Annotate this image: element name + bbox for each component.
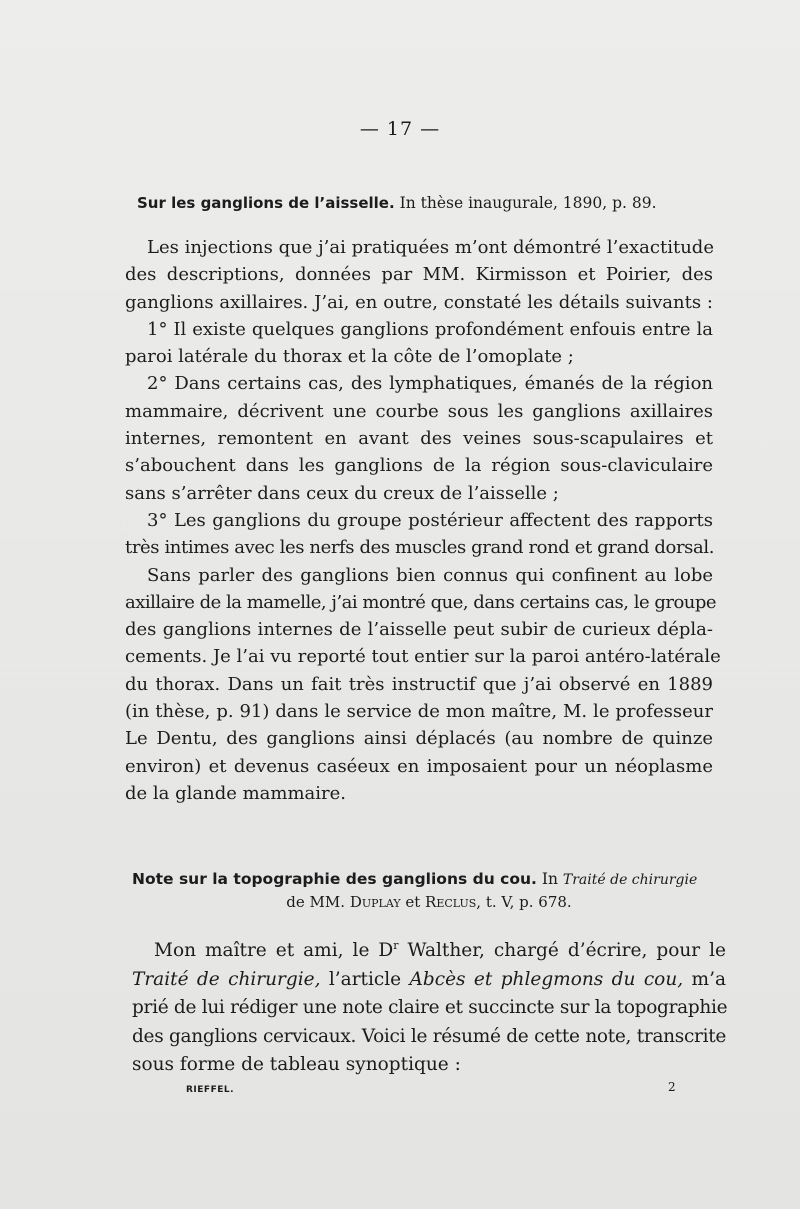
text-line: ganglions axillaires. J’ai, en outre, constaté les détails suivants :: [125, 291, 713, 313]
section-1-title-bold: Sur les ganglions de l’aisselle.: [137, 194, 395, 212]
text-line: de la glande mammaire.: [125, 782, 347, 804]
text-line: très intimes avec les nerfs des muscles grand rond et grand dorsal.: [125, 537, 715, 559]
text-line: des ganglions cervicaux. Voici le résumé de cette note, transcrite: [132, 1025, 726, 1047]
text-segment: l’article: [320, 968, 410, 990]
text-line: du thorax. Dans un fait très instructif que j’ai observé en 1889: [125, 673, 713, 695]
text-line: sous forme de tableau synoptique :: [132, 1054, 461, 1076]
page-number: — 17 —: [359, 118, 441, 140]
section-2-body: [132, 932, 726, 1080]
text-line: des descriptions, données par MM. Kirmisson et Poirier, des: [125, 264, 713, 286]
text-line: [132, 932, 726, 966]
text-line: prié de lui rédiger une note claire et succincte sur la topographie: [132, 997, 728, 1019]
text-line: 1° Il existe quelques ganglions profondément enfouis entre la: [147, 318, 713, 340]
italic-title: Abcès et phlegmons du cou,: [409, 968, 684, 990]
subtitle-prefix: de MM.: [286, 893, 346, 911]
text-line: des ganglions internes de l’aisselle peut subir de curieux dépla-: [125, 619, 713, 641]
text-line: 2° Dans certains cas, des lymphatiques, émanés de la région: [147, 373, 713, 395]
text-line: sans s’arrêter dans ceux du creux de l’aisselle ;: [125, 482, 559, 504]
text-line: Sans parler des ganglions bien connus qui confinent au lobe: [147, 564, 713, 586]
text-line: s’abouchent dans les ganglions de la région sous-claviculaire: [125, 455, 713, 477]
section-2-title: [132, 868, 726, 913]
text-line: (in thèse, p. 91) dans le service de mon maître, M. le professeur: [125, 701, 713, 723]
footer-signature: RIEFFEL.: [186, 1085, 235, 1095]
text-line: 3° Les ganglions du groupe postérieur affectent des rapports: [147, 509, 713, 531]
text-segment: Mon maître et ami, le D: [154, 940, 394, 962]
text-line: axillaire de la mamelle, j’ai montré que, dans certains cas, le groupe: [125, 591, 717, 613]
text-line: cements. Je l’ai vu reporté tout entier sur la paroi antéro-latérale: [125, 646, 721, 668]
section-1-title: [125, 192, 713, 214]
italic-title: Traité de chirurgie,: [132, 968, 321, 990]
section-2-subtitle: [132, 891, 726, 913]
section-1-body: [125, 234, 721, 807]
text-line: paroi latérale du thorax et la côte de l’omoplate ;: [125, 346, 574, 368]
section-2-title-bold: Note sur la topographie des ganglions du cou.: [132, 870, 537, 888]
author-reclus: Reclus: [425, 893, 477, 911]
subtitle-et: et: [405, 893, 421, 911]
text-line: [132, 966, 726, 995]
subtitle-suffix: , t. V, p. 678.: [476, 893, 572, 911]
text-segment: m’a: [683, 968, 726, 990]
section-2-title-in: In: [541, 870, 558, 888]
text-line: mammaire, décrivent une courbe sous les ganglions axillaires: [125, 400, 713, 422]
text-line: Les injections que j’ai pratiquées m’ont démontré l’exactitude: [147, 237, 714, 258]
text-line: internes, remontent en avant des veines sous-scapulaires et: [125, 428, 713, 450]
superscript: r: [393, 939, 399, 952]
text-line: Le Dentu, des ganglions ainsi déplacés (au nombre de quinze: [125, 728, 713, 750]
footer-sheet-number: 2: [668, 1080, 676, 1094]
text-segment: Walther, chargé d’écrire, pour le: [398, 940, 726, 962]
section-2-title-italic: Traité de chirurgie: [562, 872, 698, 888]
author-duplay: Duplay: [349, 893, 401, 911]
section-1-title-ref: In thèse inaugurale, 1890, p. 89.: [399, 194, 657, 212]
text-line: environ) et devenus caséeux en imposaient pour un néoplasme: [125, 755, 713, 777]
